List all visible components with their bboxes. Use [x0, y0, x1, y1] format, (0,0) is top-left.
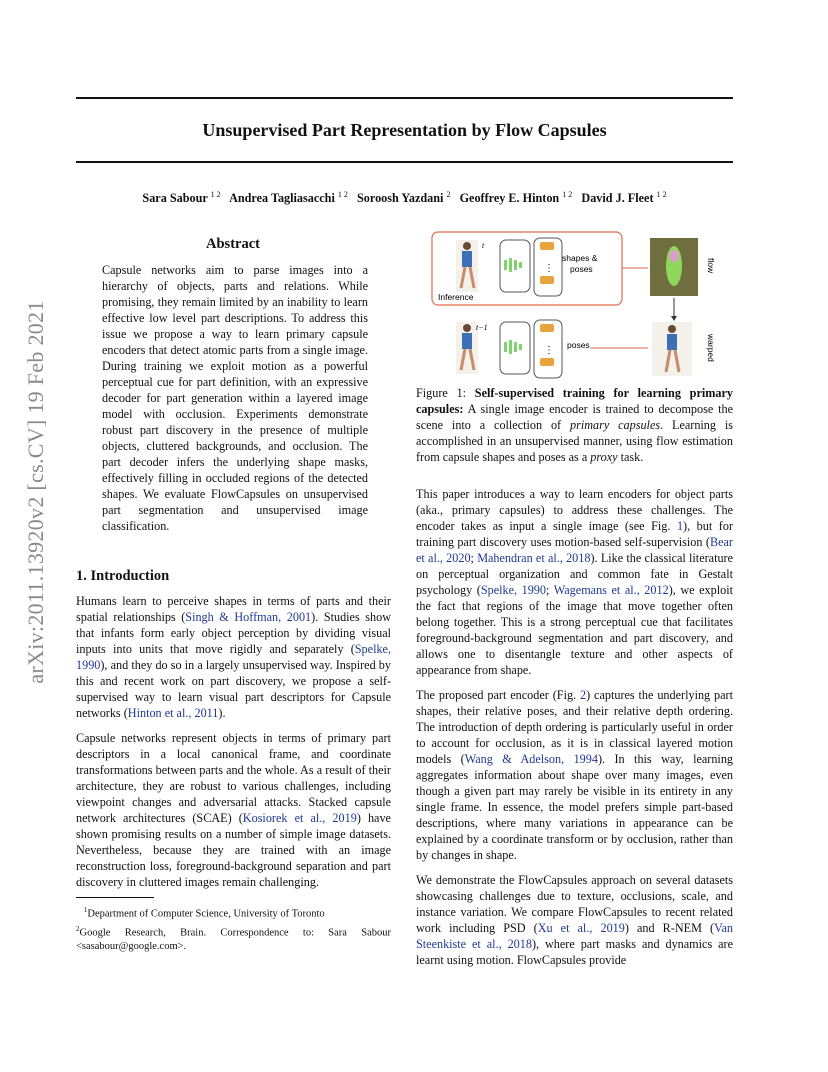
author-name: Soroosh Yazdani	[357, 191, 444, 206]
ellipsis-icon: ⋮	[544, 263, 554, 274]
paragraph	[76, 730, 391, 890]
author-affiliation: 1 2	[562, 190, 573, 199]
footnotes	[76, 903, 391, 954]
person-image-bottom	[456, 322, 478, 374]
text-run: ), we exploit the fact that regions of the image that move together often belong together. This is a strong perceptual cue that facilitates foreground-background segmentation and part discovery, and allows one to disentangle texture and other aspects of appearance from shape.	[416, 583, 733, 677]
capsule-icon	[540, 324, 554, 332]
section-heading-introduction: 1. Introduction	[76, 568, 170, 584]
text-run: Humans learn to perceive shapes in terms of parts and their spatial relationships (	[76, 594, 391, 624]
text-run: . Learning is accomplished in an unsupervised manner, using flow estimation from capsule shapes and poses as a	[416, 418, 733, 464]
footnote-text: Google Research, Brain. Correspondence to: Sara Sabour <sasabour@google.com>.	[76, 927, 391, 952]
citation-link[interactable]: Spelke, 1990	[76, 642, 391, 672]
title-rule	[76, 161, 733, 163]
author-affiliation: 1 2	[656, 190, 667, 199]
footnote-mark: 2	[76, 924, 80, 933]
citation-link[interactable]: Spelke, 1990	[480, 583, 546, 597]
encoder-icon-bottom	[500, 322, 530, 374]
paragraph	[416, 872, 733, 968]
text-run: This paper introduces a way to learn encoders for object parts (aka., primary capsules) to address these challenges. The encoder takes as input a single image (see Fig.	[416, 487, 733, 533]
author-name: David J. Fleet	[581, 191, 654, 206]
text-run: ), where part masks and dynamics are learnt using motion. FlowCapsules provide	[416, 937, 734, 967]
citation-link[interactable]: Kosiorek et al., 2019	[242, 811, 357, 825]
author-affiliation: 2	[446, 190, 451, 199]
paragraph	[76, 593, 391, 721]
warped-image	[652, 322, 692, 376]
footnote-mark: 1	[83, 906, 88, 914]
citation-link[interactable]: Bear et al., 2020	[416, 535, 733, 565]
time-label-t-minus-1: t−1	[476, 323, 488, 332]
text-run: ).	[218, 706, 226, 720]
citation-link[interactable]: Singh & Hoffman, 2001	[185, 610, 312, 624]
label-inference: Inference	[438, 292, 474, 302]
text-run: The proposed part encoder (Fig.	[416, 688, 580, 702]
top-rule	[76, 97, 733, 99]
paper-title: Unsupervised Part Representation by Flow Capsules	[202, 120, 607, 140]
time-label-t: t	[482, 241, 485, 250]
figure-1-caption	[416, 385, 733, 465]
figure-1-diagram	[430, 230, 720, 380]
author-affiliation: 1 2	[337, 190, 348, 199]
label-warped: warped	[706, 334, 716, 362]
paragraph	[416, 687, 733, 863]
label-flow: flow	[706, 258, 716, 274]
footnote-1	[76, 903, 391, 922]
capsule-icon	[540, 276, 554, 284]
footnote-rule	[76, 897, 154, 898]
caption-label: Figure 1:	[416, 386, 475, 400]
text-run: ). Studies show that infants form early object perception by dividing visual inputs into units that move rigidly and separately (	[76, 610, 392, 656]
author-name: Andrea Tagliasacchi	[229, 191, 335, 206]
text-run: task.	[617, 450, 644, 464]
citation-link[interactable]: Xu et al., 2019	[537, 921, 625, 935]
text-run: ) captures the underlying part shapes, their relative poses, and their relative depth ordering. The introduction of depth ordering is particularly useful in order to account for occlusion, as it is in classical layered motion models (	[416, 688, 733, 766]
text-run: ) have shown promising results on a number of simple image datasets. Nevertheless, because they are trained with an image reconstruction loss, foreground-background separation and part discovery in cluttered images remain challenging.	[76, 811, 391, 889]
footnote-text: Department of Computer Science, University of Toronto	[87, 908, 325, 920]
encoder-icon-top	[500, 240, 530, 292]
text-run: ), and they do so in a largely unsupervised way. Inspired by this and recent work on part discovery, we propose a self-supervised way to learn visual part descriptors for Capsule networks (	[76, 658, 391, 720]
left-column	[76, 593, 391, 899]
text-run: ) and R-NEM (	[624, 921, 715, 935]
text-run: We demonstrate the FlowCapsules approach on several datasets showcasing challenges due to texture, occlusions, scale, and instance variation. We compare FlowCapsules to recent related work including PSD (	[416, 873, 733, 935]
right-column	[416, 486, 733, 977]
figure-ref-link[interactable]: 2	[580, 688, 587, 702]
caption-bold: Self-supervised training for learning primary capsules:	[416, 386, 733, 416]
text-run: ). Like the classical literature on perceptual organization and common fate in Gestalt psychology (	[416, 551, 734, 597]
arxiv-sidebar	[14, 232, 58, 752]
footnote-2	[76, 922, 391, 955]
capsule-icon	[540, 358, 554, 366]
author-name: Geoffrey E. Hinton	[459, 191, 560, 206]
author-list	[76, 190, 733, 206]
ellipsis-icon: ⋮	[544, 345, 554, 356]
person-image-top	[456, 240, 478, 292]
citation-link[interactable]: Van Steenkiste et al., 2018	[416, 921, 733, 951]
arxiv-identifier[interactable]: arXiv:2011.13920v2 [cs.CV] 19 Feb 2021	[23, 300, 48, 684]
caption-emphasis: proxy	[590, 450, 618, 464]
author-affiliation: 1 2	[210, 190, 221, 199]
caption-emphasis: primary capsules	[569, 418, 661, 432]
citation-link[interactable]: Wagemans et al., 2012	[553, 583, 669, 597]
citation-link[interactable]: Hinton et al., 2011	[127, 706, 219, 720]
text-run: A single image encoder is trained to decompose the scene into a collection of	[416, 402, 733, 432]
text-run: ). In this way, learning aggregates information about shape over many images, even though a given part may rarely be visible in its entirety in any single frame. In essence, the model prefers simple part-based descriptions, where many variations in appearance can be explained by a coordinate transform or by occlusion, rather than by changes in shape.	[416, 752, 734, 862]
text-run: ;	[470, 551, 478, 565]
author-name: Sara Sabour	[142, 191, 208, 206]
label-shapes-poses: shapes &	[562, 253, 598, 263]
arrow-head-icon	[671, 316, 677, 321]
paragraph	[416, 486, 733, 678]
text-run: ;	[546, 583, 554, 597]
citation-link[interactable]: Mahendran et al., 2018	[477, 551, 591, 565]
label-poses-top: poses	[570, 264, 593, 274]
flow-image	[650, 238, 698, 296]
label-poses-bottom: poses	[567, 340, 590, 350]
citation-link[interactable]: Wang & Adelson, 1994	[464, 752, 598, 766]
figure-ref-link[interactable]: 1	[676, 519, 684, 533]
text-run: ), but for training part discovery uses motion-based self-supervision (	[416, 519, 734, 549]
text-run: Capsule networks represent objects in terms of primary part descriptors in a local canonical frame, and coordinate transformations between parts and the whole. As a result of their architecture, they are robust to various challenges, including viewpoint changes and adversarial attacks. Stacked capsule network architectures (SCAE) (	[76, 731, 391, 825]
capsule-icon	[540, 242, 554, 250]
abstract-heading: Abstract	[206, 236, 260, 252]
abstract-text: Capsule networks aim to parse images into a hierarchy of objects, parts and relations. While promising, they remain limited by an inability to learn effective low level part descriptions. To address this issue we propose a way to learn primary capsule encoders that detect atomic parts from a single image. During training we exploit motion as a powerful perceptual cue for part definition, with an expressive decoder for part generation within a layered image model with occlusion. Experiments demonstrate robust part discovery in the presence of multiple objects, cluttered backgrounds, and occlusion. The part decoder infers the underlying shape masks, effectively filling in occluded regions of the detected shapes. We evaluate FlowCapsules on unsupervised part segmentation and unsupervised image classification.	[102, 263, 368, 533]
